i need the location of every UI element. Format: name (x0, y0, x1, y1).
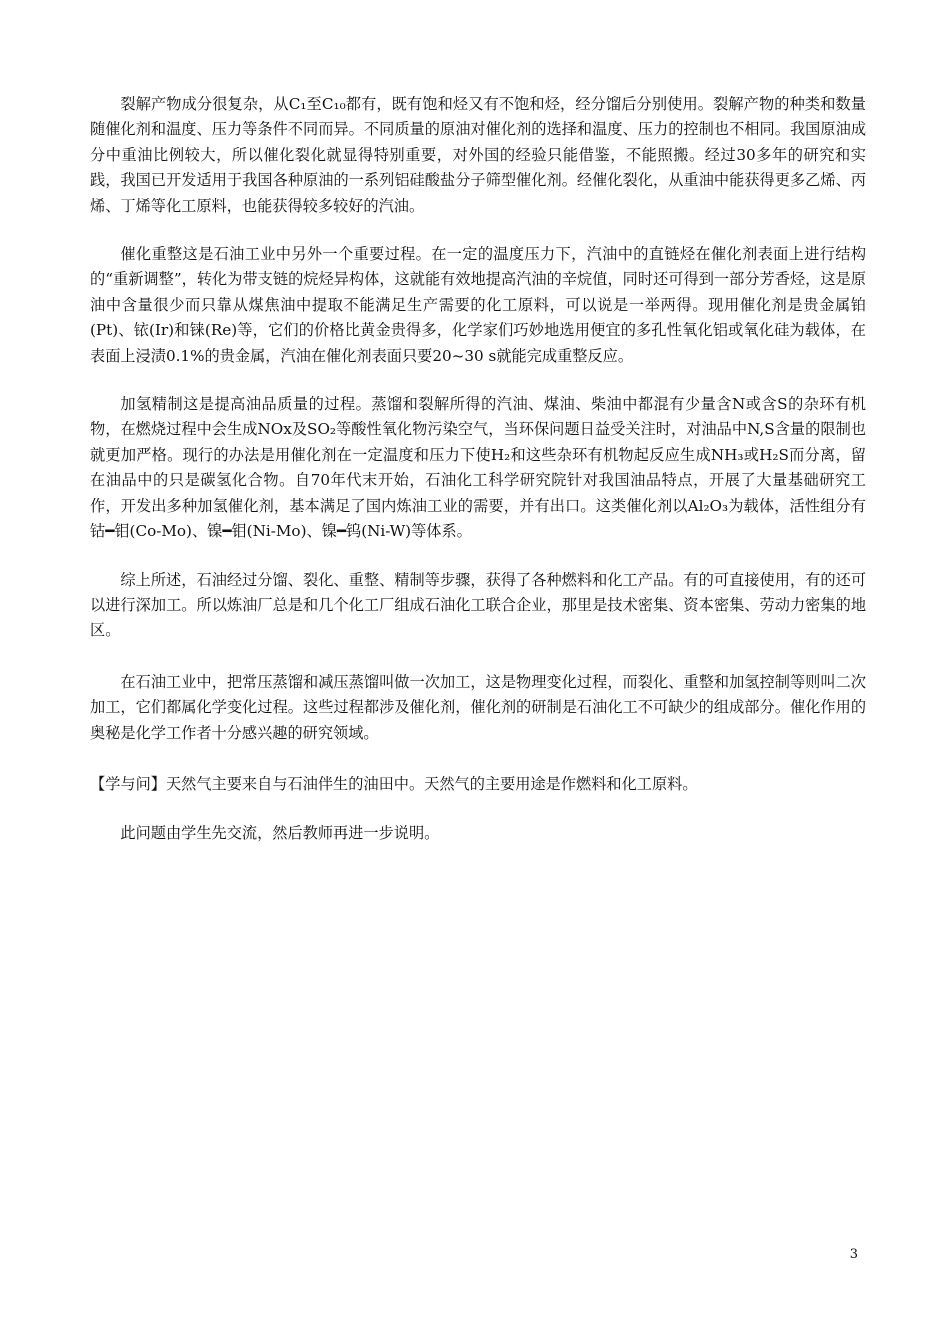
paragraph-primary-secondary-processing: 在石油工业中，把常压蒸馏和减压蒸馏叫做一次加工，这是物理变化过程，而裂化、重整和加氢控制等则叫二次加工，它们都属化学变化过程。这些过程都涉及催化剂，催化剂的研制是石油化工不可缺少的组成部分。催化作用的奥秘是化学工作者十分感兴趣的研究领域。 (90, 672, 866, 742)
paragraph-teacher-note: 此问题由学生先交流，然后教师再进一步说明。 (120, 824, 440, 843)
paragraph-summary: 综上所述，石油经过分馏、裂化、重整、精制等步骤，获得了各种燃料和化工产品。有的可直接使用，有的还可以进行深加工。所以炼油厂总是和几个化工厂组成石油化工联合企业，那里是技术密集、资本密集、劳动力密集的地区。 (90, 570, 866, 640)
page-number: 3 (849, 1247, 858, 1262)
paragraph-catalytic-reforming: 催化重整这是石油工业中另外一个重要过程。在一定的温度压力下，汽油中的直链烃在催化剂表面上进行结构的“重新调整”，转化为带支链的烷烃异构体，这就能有效地提高汽油的辛烷值，同时还可得到一部分芳香烃，这是原油中含量很少而只靠从煤焦油中提取不能满足生产需要的化工原料，可以说是一举两得。现用催化剂是贵金属铂(Pt)、铱(Ir)和铼(Re)等，它们的价格比黄金贵得多，化学家们巧妙地选用便宜的多孔性氧化铝或氧化硅为载体，在表面上浸渍0.1%的贵金属，汽油在催化剂表面只要20~30 s就能完成重整反应。 (90, 245, 866, 365)
paragraph-cracking-products: 裂解产物成分很复杂，从C₁至C₁₀都有，既有饱和烃又有不饱和烃，经分馏后分别使用。裂解产物的种类和数量随催化剂和温度、压力等条件不同而异。不同质量的原油对催化剂的选择和温度、压力的控制也不相同。我国原油成分中重油比例较大，所以催化裂化就显得特别重要，对外国的经验只能借鉴，不能照搬。经过30多年的研究和实践，我国已开发适用于我国各种原油的一系列铝硅酸盐分子筛型催化剂。经催化裂化，从重油中能获得更多乙烯、丙烯、丁烯等化工原料，也能获得较多较好的汽油。 (90, 95, 866, 215)
paragraph-study-and-ask: 【学与问】天然气主要来自与石油伴生的油田中。天然气的主要用途是作燃料和化工原料。 (90, 774, 698, 793)
paragraph-hydrorefining: 加氢精制这是提高油品质量的过程。蒸馏和裂解所得的汽油、煤油、柴油中都混有少量含N或含S的杂环有机物，在燃烧过程中会生成NOx及SO₂等酸性氧化物污染空气，当环保问题日益受关注时，对油品中N,S含量的限制也就更加严格。现行的办法是用催化剂在一定温度和压力下使H₂和这些杂环有机物起反应生成NH₃或H₂S而分离，留在油品中的只是碳氢化合物。自70年代末开始，石油化工科学研究院针对我国油品特点，开展了大量基础研究工作，开发出多种加氢催化剂，基本满足了国内炼油工业的需要，并有出口。这类催化剂以Al₂O₃为载体，活性组分有钴━钼(Co-Mo)、镍━钼(Ni-Mo)、镍━钨(Ni-W)等体系。 (90, 395, 866, 541)
